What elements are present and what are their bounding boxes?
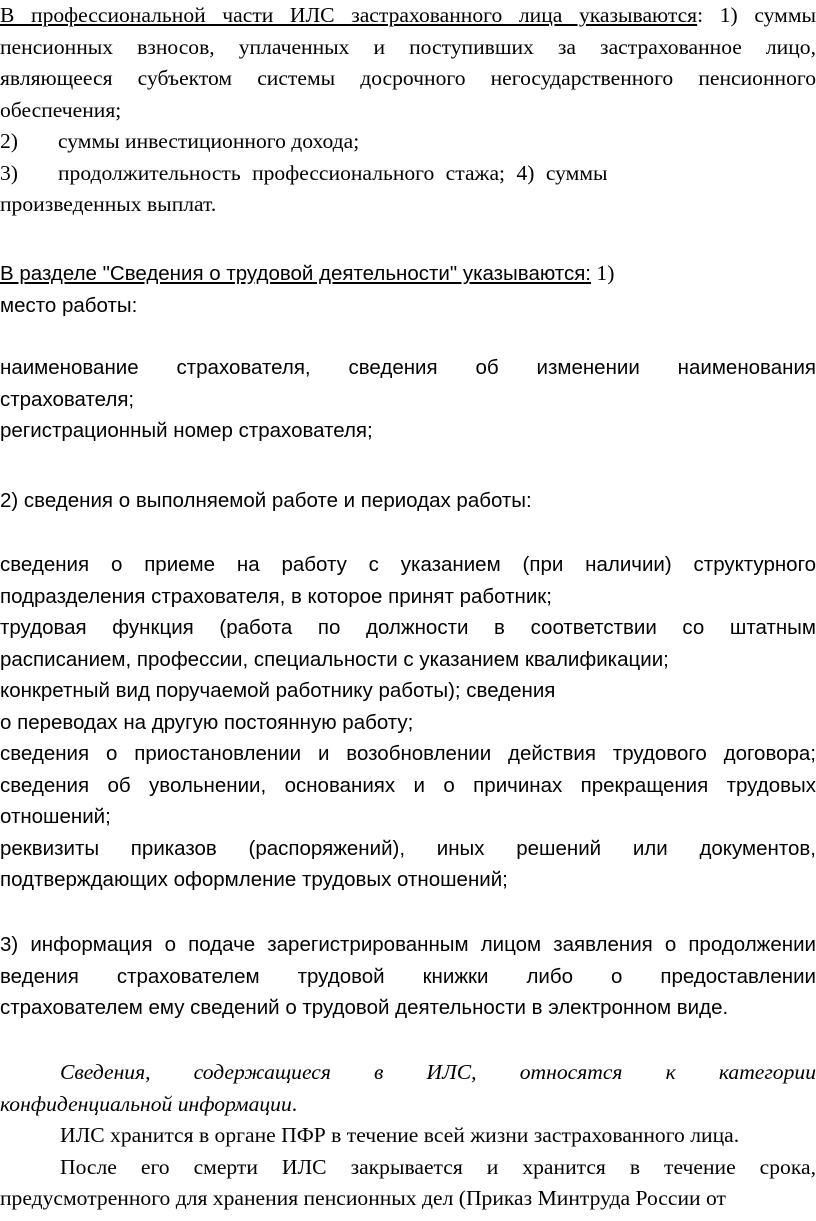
list-number: 3) — [0, 160, 18, 185]
text-line: являющееся субъектом системы досрочного негосударственного пенсионного — [0, 66, 816, 90]
list-item-text: суммы инвестиционного дохода; — [58, 129, 360, 153]
text-line: ИЛС хранится в органе ПФР в течение всей жизни застрахованного лица. — [60, 1123, 740, 1147]
paragraph-work-details — [0, 549, 816, 896]
text-line: трудовая функция (работа по должности в соответствии со штатным — [0, 616, 816, 639]
italic-text: конфиденциальной информации — [0, 1091, 292, 1116]
text-line: предусмотренного для хранения пенсионных дел (Приказ Минтруда России от — [0, 1186, 726, 1210]
text-line: подразделения страхователя, в которое принят работник; — [0, 584, 552, 608]
text-line: страхователя; — [0, 387, 135, 411]
paragraph-employment-info — [0, 258, 614, 321]
text-line: страхователем ему сведений о трудовой деятельности в электронном виде. — [0, 996, 729, 1019]
section-heading: В разделе "Сведения о трудовой деятельности" указываются: — [0, 262, 591, 285]
list-item — [0, 158, 816, 190]
text-line: сведения о приостановлении и возобновлении действия трудового договора; — [0, 742, 816, 765]
text-line: 2) сведения о выполняемой работе и периодах работы: — [0, 489, 532, 512]
text-line: о переводах на другую постоянную работу; — [0, 710, 414, 734]
section-heading: В профессиональной части ИЛС застрахованного лица указываются — [0, 3, 698, 27]
text-line: отношений; — [0, 805, 111, 828]
text-line: : 1) суммы — [697, 3, 816, 27]
text-line: наименование страхователя, сведения об изменении наименования — [0, 356, 816, 379]
text-line: регистрационный номер страхователя; — [0, 419, 373, 442]
paragraph-work-info — [0, 485, 532, 517]
list-item-text: продолжительность профессионального стажа; 4) суммы — [58, 160, 608, 185]
paragraph-employer — [0, 352, 816, 447]
text-line: ведения страхователем трудовой книжки либо о предоставлении — [0, 964, 816, 988]
paragraph-confidentiality — [0, 1057, 816, 1215]
list-number: 2) — [0, 129, 18, 153]
text-line: После его смерти ИЛС закрывается и хранится в течение срока, — [60, 1154, 816, 1179]
text-line: произведенных выплат. — [0, 192, 217, 216]
text-line: расписанием, профессии, специальности с указанием квалификации; — [0, 647, 669, 671]
paragraph-professional-part — [0, 0, 816, 221]
text-line: 3) информация о подаче зарегистрированным лицом заявления о продолжении — [0, 933, 816, 956]
text-line: конкретный вид поручаемой работнику работы); сведения — [0, 679, 556, 702]
text-line: реквизиты приказов (распоряжений), иных решений или документов, — [0, 836, 816, 860]
list-item — [0, 126, 816, 158]
text-line: сведения о приеме на работу с указанием (при наличии) структурного — [0, 553, 816, 576]
text-line: место работы: — [0, 293, 138, 317]
paragraph-electronic-form — [0, 929, 816, 1024]
italic-text: Сведения, содержащиеся в ИЛС, относятся к категории — [60, 1060, 816, 1084]
text-line: пенсионных взносов, уплаченных и поступивших за застрахованное лицо, — [0, 34, 816, 59]
text-line: сведения об увольнении, основаниях и о причинах прекращения трудовых — [0, 773, 816, 797]
text-line: обеспечения; — [0, 97, 122, 122]
text-line: . — [291, 1091, 298, 1116]
text-line: 1) — [591, 261, 615, 285]
text-line: подтверждающих оформление трудовых отношений; — [0, 868, 508, 891]
